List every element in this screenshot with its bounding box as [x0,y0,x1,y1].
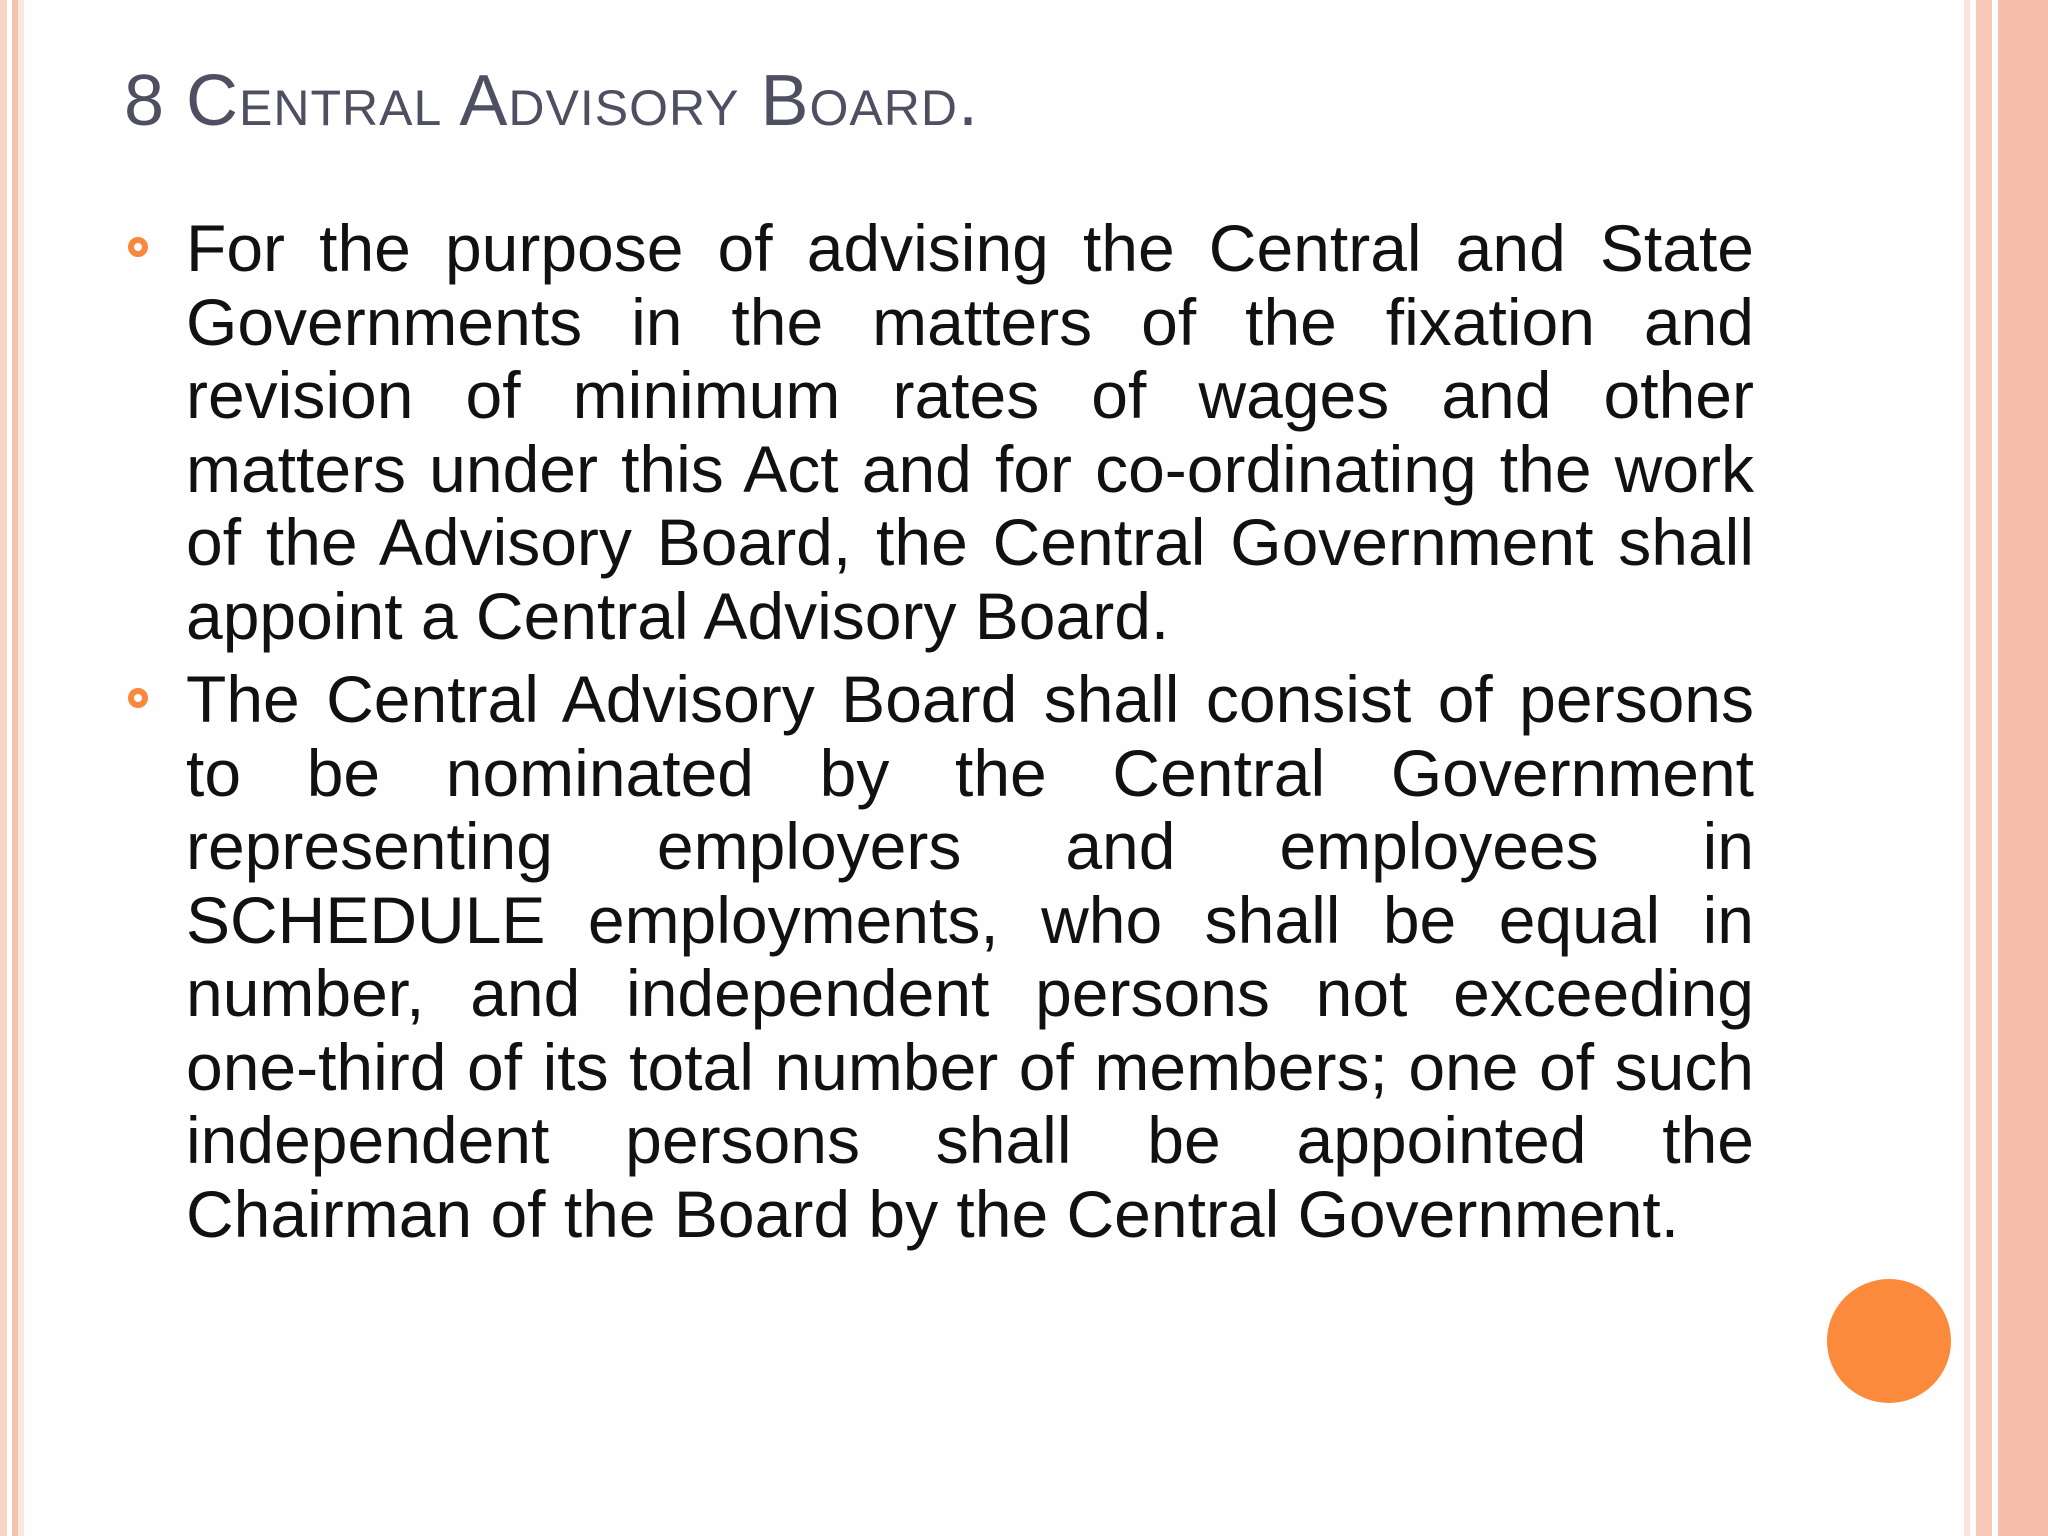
hollow-circle-icon [128,688,148,708]
slide-content [124,212,1754,1261]
bullet-item [124,212,1754,653]
hollow-circle-icon [128,237,148,257]
bullet-text: The Central Advisory Board shall consist of persons to be nominated by the Central Government representing employers and employees in SCHEDULE employments, who shall be equal in number, and independent persons not exceeding one-third of its total number of members; one of such independent persons shall be appointed the Chairman of the Board by the Central Government. [186,662,1754,1251]
orange-circle-icon [1827,1279,1951,1403]
bullet-item [124,663,1754,1251]
right-border-decoration [1964,0,2048,1536]
left-border-decoration [0,0,24,1536]
slide-title: 8 Central Advisory Board. [124,61,979,141]
bullet-text: For the purpose of advising the Central and State Governments in the matters of the fixation and revision of minimum rates of wages and other matters under this Act and for co-ordinating the work of the Advisory Board, the Central Government shall appoint a Central Advisory Board. [186,211,1754,653]
